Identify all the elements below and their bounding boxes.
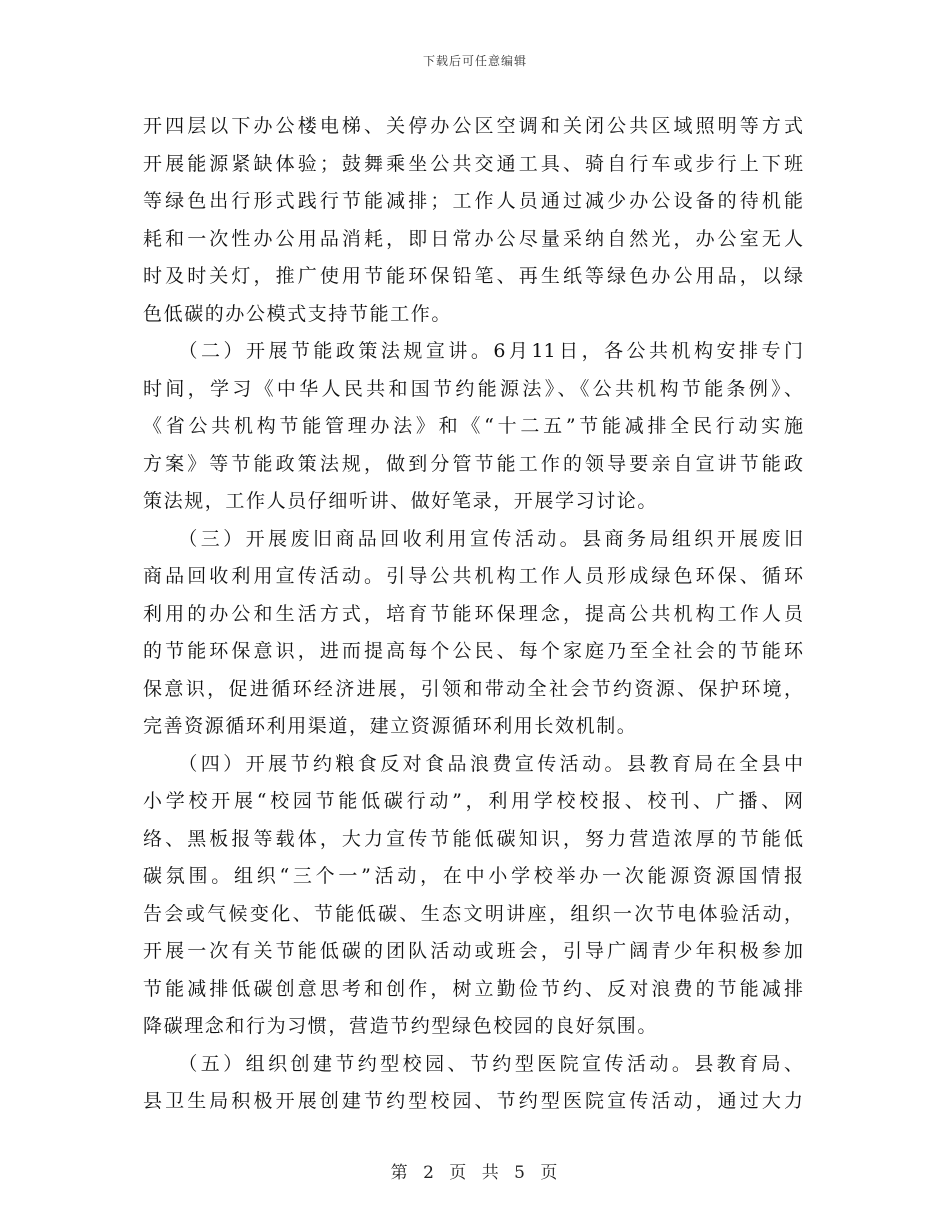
body-line: 利用的办公和生活方式，培育节能环保理念，提高公共机构工作人员 [143, 602, 803, 625]
page-number: 第 2 页 共 5 页 [390, 1163, 560, 1183]
body-line: 告会或气候变化、节能低碳、生态文明讲座，组织一次节电体验活动， [143, 902, 803, 925]
body-line: 时间，学习《中华人民共和国节约能源法》、《公共机构节能条例》、 [143, 377, 803, 400]
body-line: （三）开展废旧商品回收利用宣传活动。县商务局组织开展废旧 [143, 527, 803, 550]
body-line: 等绿色出行形式践行节能减排；工作人员通过减少办公设备的待机能 [143, 190, 803, 212]
body-line: 节能减排低碳创意思考和创作，树立勤俭节约、反对浪费的节能减排 [143, 977, 803, 1000]
page-header-note: 下载后可任意编辑 [422, 54, 527, 68]
body-line: 开四层以下办公楼电梯、关停办公区空调和关闭公共区域照明等方式 [143, 115, 803, 137]
body-line: （五）组织创建节约型校园、节约型医院宣传活动。县教育局、 [143, 1052, 803, 1075]
body-line: 方案》等节能政策法规，做到分管节能工作的领导要亲自宣讲节能政 [143, 452, 803, 475]
body-line: 碳氛围。组织“三个一”活动，在中小学校举办一次能源资源国情报 [143, 865, 803, 887]
body-line: 色低碳的办公模式支持节能工作。 [143, 302, 453, 325]
body-line: 小学校开展“校园节能低碳行动”，利用学校校报、校刊、广播、网 [143, 790, 803, 812]
body-line: 开展一次有关节能低碳的团队活动或班会，引导广阔青少年积极参加 [143, 940, 803, 962]
body-line: 开展能源紧缺体验；鼓舞乘坐公共交通工具、骑自行车或步行上下班 [143, 152, 803, 175]
body-line: 县卫生局积极开展创建节约型校园、节约型医院宣传活动，通过大力 [143, 1090, 803, 1112]
body-line: 《省公共机构节能管理办法》和《“十二五”节能减排全民行动实施 [143, 415, 803, 437]
body-line: 完善资源循环利用渠道，建立资源循环利用长效机制。 [143, 715, 638, 737]
body-line: 耗和一次性办公用品消耗，即日常办公尽量采纳自然光，办公室无人 [143, 227, 803, 250]
body-line: （四）开展节约粮食反对食品浪费宣传活动。县教育局在全县中 [143, 752, 803, 775]
body-line: 策法规，工作人员仔细听讲、做好笔录，开展学习讨论。 [143, 490, 659, 512]
body-line: 的节能环保意识，进而提高每个公民、每个家庭乃至全社会的节能环 [143, 640, 803, 662]
body-line: （二）开展节能政策法规宣讲。6月11日，各公共机构安排专门 [143, 340, 803, 362]
document-body [143, 108, 803, 1121]
body-line: 络、黑板报等载体，大力宣传节能低碳知识，努力营造浓厚的节能低 [143, 827, 803, 850]
body-line: 保意识，促进循环经济进展，引领和带动全社会节约资源、保护环境， [143, 677, 803, 700]
body-line: 商品回收利用宣传活动。引导公共机构工作人员形成绿色环保、循环 [143, 565, 803, 587]
body-line: 时及时关灯，推广使用节能环保铅笔、再生纸等绿色办公用品，以绿 [143, 265, 803, 287]
body-line: 降碳理念和行为习惯，营造节约型绿色校园的良好氛围。 [143, 1015, 659, 1037]
